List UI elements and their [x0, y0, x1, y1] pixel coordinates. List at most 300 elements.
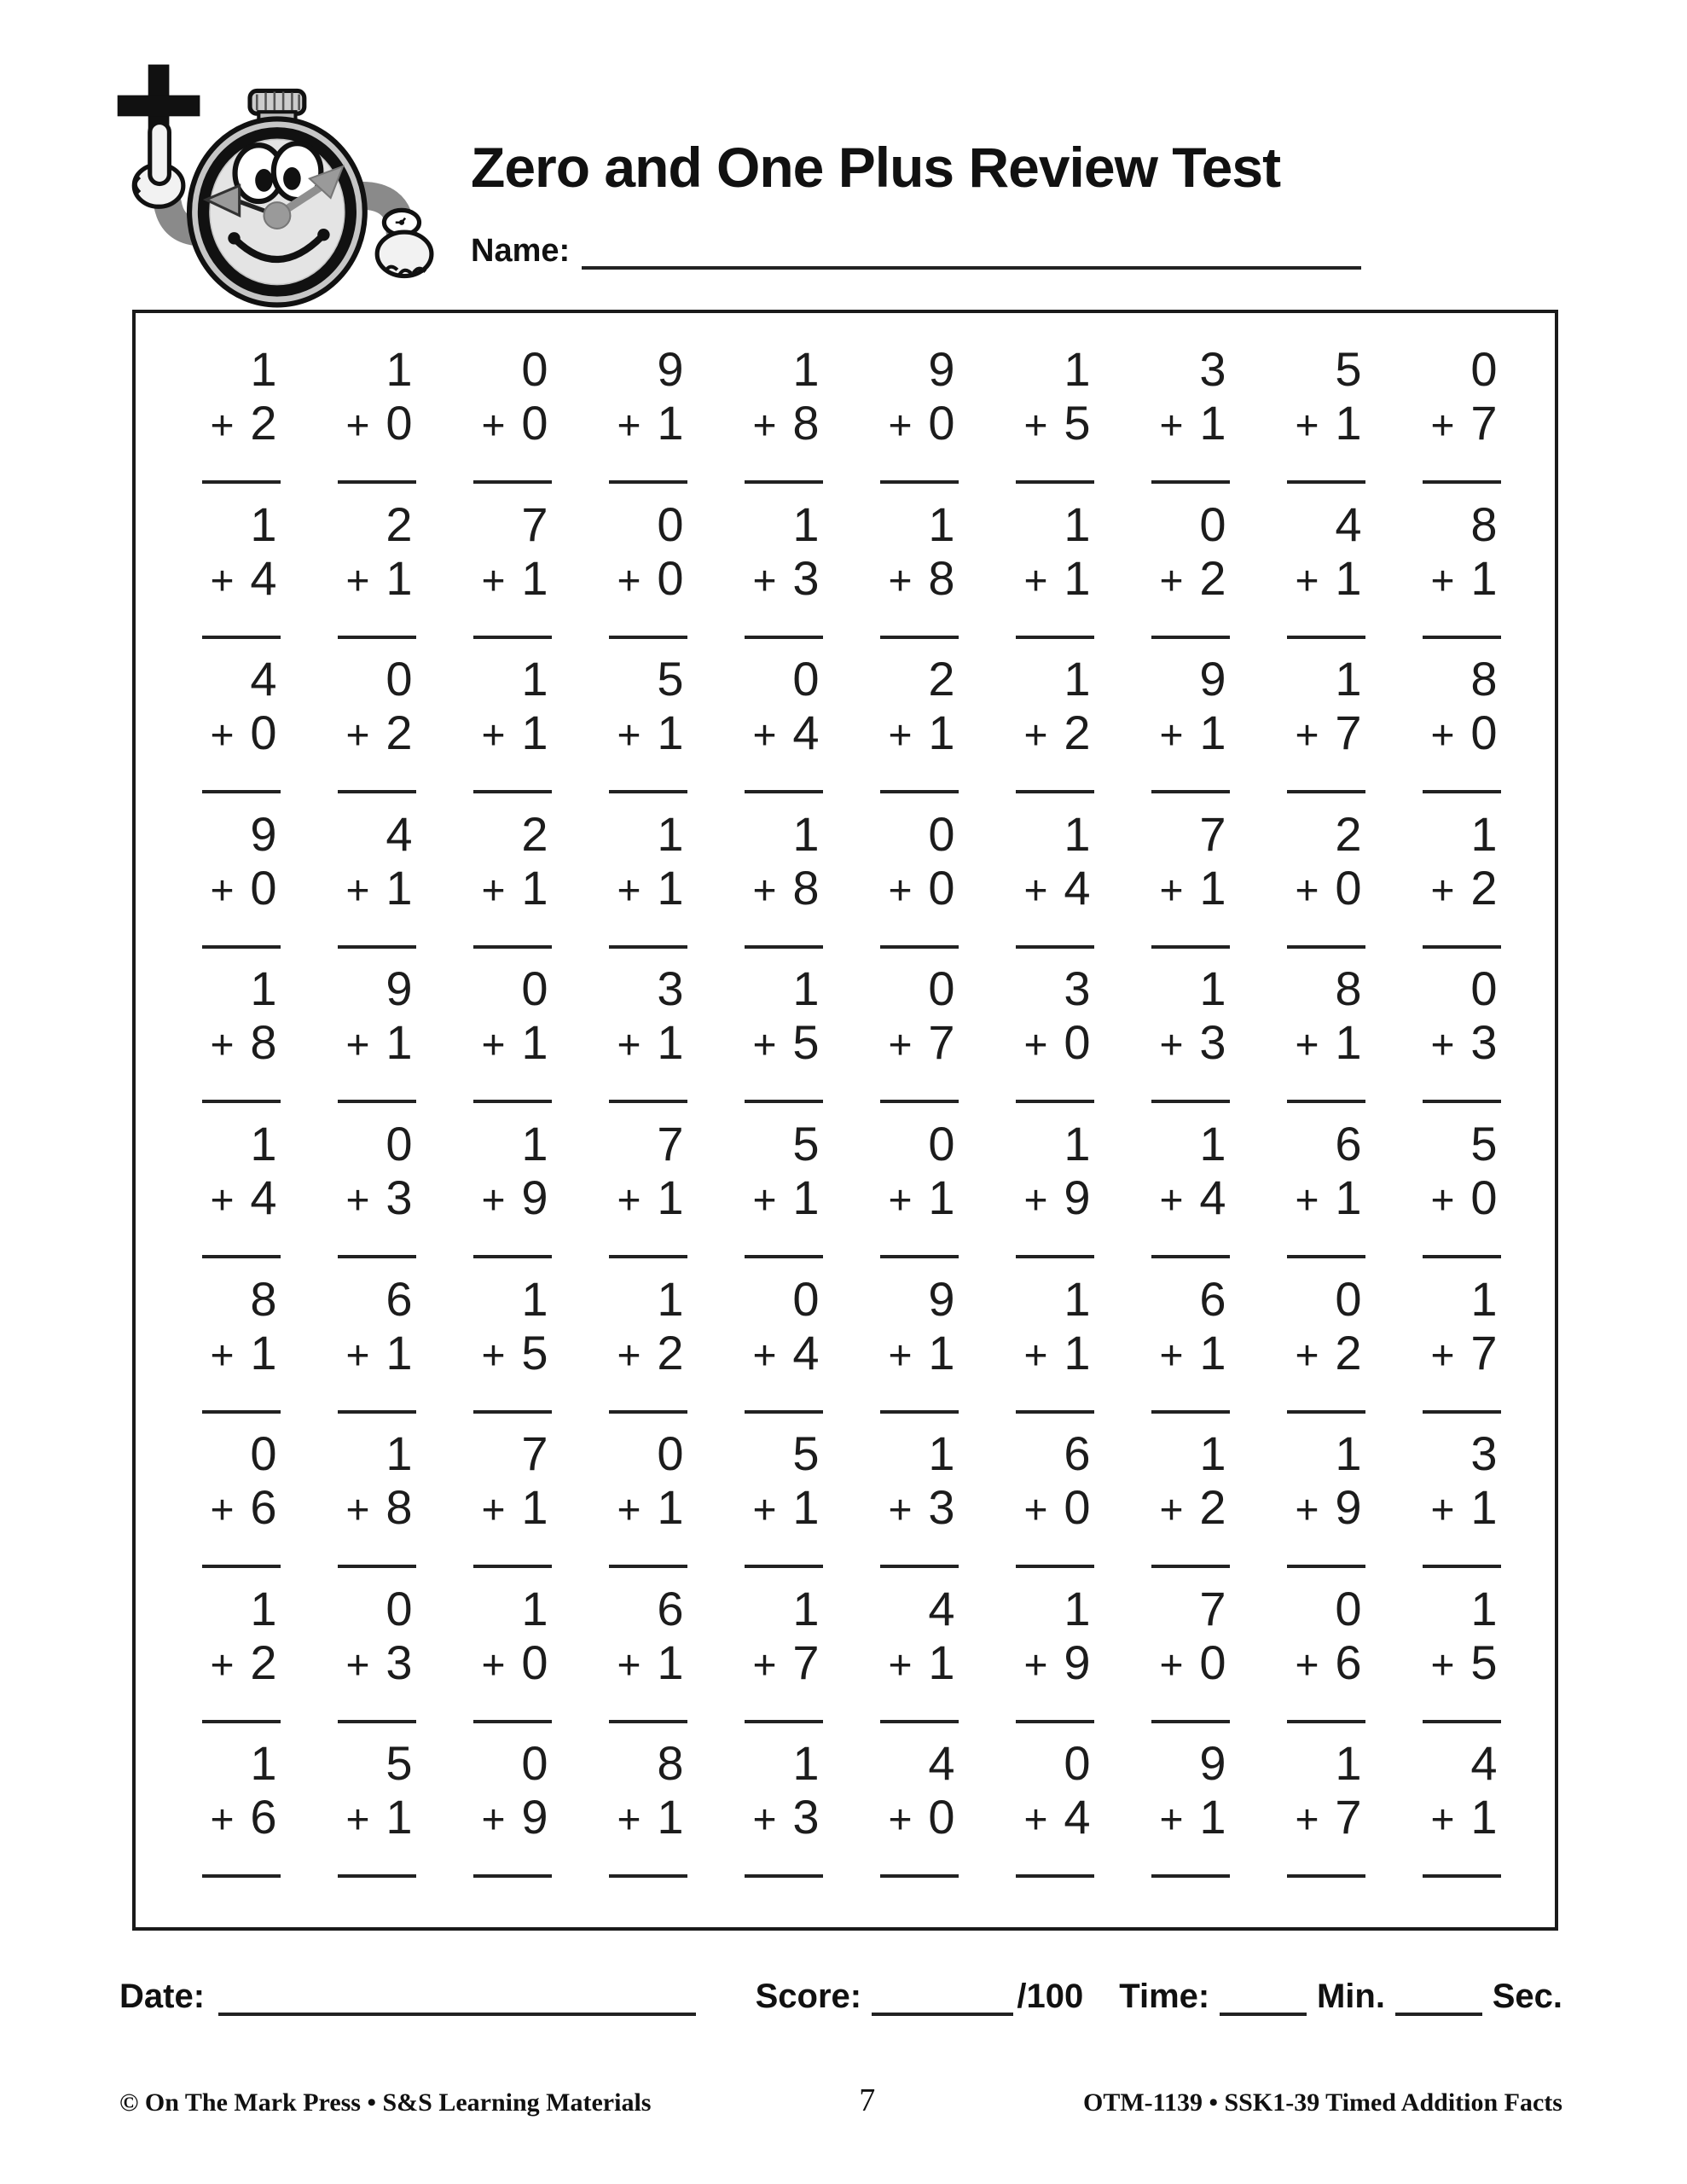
answer-blank-line[interactable]: [1287, 1255, 1365, 1258]
problem-cell: [987, 1269, 1122, 1424]
addend-bottom-row: [1431, 1327, 1501, 1383]
answer-blank-line[interactable]: [1287, 945, 1365, 949]
answer-blank-line[interactable]: [1423, 1874, 1501, 1878]
footer-fillins: [119, 1978, 1562, 2016]
answer-blank-line[interactable]: [473, 1255, 552, 1258]
addend-top: 7: [1199, 806, 1226, 861]
answer-blank-line[interactable]: [473, 1565, 552, 1568]
addend-top: 1: [250, 497, 277, 551]
addend-bottom: 9: [1335, 1480, 1362, 1535]
answer-blank-line[interactable]: [473, 790, 552, 793]
addend-bottom: 0: [1199, 1635, 1226, 1689]
plus-operator: +: [1295, 1798, 1319, 1844]
addition-problem: [1016, 1578, 1094, 1723]
answer-blank-line[interactable]: [1016, 945, 1094, 949]
addend-bottom: 1: [928, 1635, 955, 1689]
addend-bottom: 2: [250, 396, 277, 450]
addend-top: 0: [792, 1271, 820, 1326]
addend-bottom-row: [482, 1481, 552, 1537]
addition-problem: [1016, 1733, 1094, 1878]
addend-bottom: 1: [1470, 1480, 1498, 1535]
addition-problem: [609, 804, 687, 949]
addend-bottom-row: [889, 552, 959, 608]
addend-bottom: 1: [1470, 1790, 1498, 1844]
addend-bottom: 2: [1199, 550, 1226, 605]
addend-bottom-row: [889, 397, 959, 453]
answer-blank-line[interactable]: [473, 636, 552, 639]
addend-bottom: 4: [792, 1325, 820, 1380]
plus-operator: +: [752, 1333, 777, 1379]
answer-blank-line[interactable]: [1423, 1720, 1501, 1723]
answer-blank-line[interactable]: [1151, 1410, 1230, 1414]
time-label: Time:: [1119, 1978, 1210, 2015]
answer-blank-line[interactable]: [1151, 945, 1230, 949]
answer-blank-line[interactable]: [745, 1874, 823, 1878]
answer-blank-line[interactable]: [202, 945, 281, 949]
problem-cell: [444, 958, 580, 1113]
addend-bottom-row: [1296, 1327, 1365, 1383]
answer-blank-line[interactable]: [880, 1565, 959, 1568]
plus-operator: +: [752, 1798, 777, 1844]
answer-blank-line[interactable]: [609, 945, 687, 949]
answer-blank-line[interactable]: [609, 1100, 687, 1103]
answer-blank-line[interactable]: [745, 636, 823, 639]
addend-bottom: 7: [1470, 1325, 1498, 1380]
addend-bottom-row: [617, 552, 687, 608]
answer-blank-line[interactable]: [202, 1874, 281, 1878]
plus-operator: +: [1159, 1488, 1184, 1534]
answer-blank-line[interactable]: [1016, 1255, 1094, 1258]
problem-cell: [987, 1578, 1122, 1734]
addend-bottom: 7: [928, 1015, 955, 1070]
addition-problem: [609, 494, 687, 639]
addend-top: 1: [1199, 1117, 1226, 1170]
problem-cell: [444, 804, 580, 959]
addend-bottom: 0: [386, 396, 413, 450]
addend-bottom-row: [482, 552, 552, 608]
addend-bottom: 1: [928, 1325, 955, 1380]
addition-problem: [1151, 1733, 1230, 1878]
addition-problem: [1287, 1733, 1365, 1878]
answer-blank-line[interactable]: [202, 790, 281, 793]
plus-operator: +: [888, 1178, 913, 1223]
answer-blank-line[interactable]: [1016, 480, 1094, 484]
addition-problem: [1423, 339, 1501, 484]
plus-operator: +: [345, 1488, 370, 1534]
addend-bottom: 4: [250, 550, 277, 605]
answer-blank-line[interactable]: [1151, 480, 1230, 484]
plus-operator: +: [888, 1333, 913, 1379]
answer-blank-line[interactable]: [1016, 1720, 1094, 1723]
plus-operator: +: [210, 1023, 235, 1069]
addend-bottom: 2: [1470, 860, 1498, 915]
addend-bottom: 1: [1064, 1325, 1091, 1380]
addend-top: 8: [1470, 652, 1498, 706]
plus-operator: +: [1295, 1023, 1319, 1069]
problem-cell: [580, 1733, 716, 1888]
problem-cell: [851, 1113, 987, 1269]
answer-blank-line[interactable]: [338, 1255, 416, 1258]
answer-blank-line[interactable]: [609, 480, 687, 484]
addition-problem: [1287, 648, 1365, 793]
addend-top: 9: [928, 1271, 955, 1326]
answer-blank-line[interactable]: [1423, 790, 1501, 793]
plus-operator: +: [210, 713, 235, 759]
addend-bottom-row: [1431, 552, 1501, 608]
addend-bottom: 0: [1064, 1480, 1091, 1535]
problem-cell: [1122, 1578, 1258, 1734]
addend-bottom-row: [482, 1171, 552, 1228]
addend-bottom: 1: [521, 706, 548, 760]
addend-bottom-row: [753, 1636, 823, 1693]
addend-bottom: 2: [1335, 1325, 1362, 1380]
problem-cell: [987, 1423, 1122, 1578]
plus-operator: +: [617, 868, 641, 914]
addend-top: 1: [521, 1117, 548, 1170]
addend-top: 0: [521, 1736, 548, 1791]
addend-bottom-row: [1024, 1636, 1094, 1693]
answer-blank-line[interactable]: [1423, 636, 1501, 639]
answer-blank-line[interactable]: [880, 1410, 959, 1414]
addend-bottom: 2: [657, 1325, 684, 1380]
answer-blank-line[interactable]: [745, 945, 823, 949]
addend-top: 1: [928, 1426, 955, 1481]
addend-bottom: 6: [250, 1790, 277, 1844]
answer-blank-line[interactable]: [1016, 1565, 1094, 1568]
plus-operator: +: [1023, 1798, 1048, 1844]
answer-blank-line[interactable]: [1016, 1874, 1094, 1878]
addend-bottom-row: [1431, 1791, 1501, 1847]
problem-cell: [1258, 648, 1394, 804]
answer-blank-line[interactable]: [338, 1720, 416, 1723]
problem-cell: [173, 1733, 309, 1888]
addend-top: 3: [1199, 342, 1226, 396]
answer-blank-line[interactable]: [609, 790, 687, 793]
addition-problem: [880, 648, 959, 793]
addend-bottom-row: [617, 862, 687, 918]
addend-bottom-row: [753, 1171, 823, 1228]
addend-bottom-row: [346, 1481, 416, 1537]
answer-blank-line[interactable]: [202, 1100, 281, 1103]
addend-top: 8: [657, 1736, 684, 1791]
minutes-blank-line[interactable]: [1220, 1982, 1307, 2016]
addend-bottom-row: [346, 1636, 416, 1693]
addition-problem: [745, 958, 823, 1103]
answer-blank-line[interactable]: [338, 1565, 416, 1568]
addend-bottom-row: [1160, 397, 1230, 453]
answer-blank-line[interactable]: [1423, 1255, 1501, 1258]
addend-top: 8: [250, 1271, 277, 1326]
answer-blank-line[interactable]: [338, 1874, 416, 1878]
answer-blank-line[interactable]: [1287, 1565, 1365, 1568]
answer-blank-line[interactable]: [1423, 480, 1501, 484]
answer-blank-line[interactable]: [1151, 1565, 1230, 1568]
plus-operator: +: [1023, 868, 1048, 914]
problem-cell: [173, 494, 309, 649]
addition-problem: [609, 958, 687, 1103]
addition-problem: [1016, 494, 1094, 639]
answer-blank-line[interactable]: [1287, 1100, 1365, 1103]
addend-top: 1: [1335, 1426, 1362, 1481]
addend-top: 1: [250, 1581, 277, 1635]
plus-operator: +: [210, 1798, 235, 1844]
addend-bottom-row: [346, 552, 416, 608]
answer-blank-line[interactable]: [338, 1410, 416, 1414]
plus-operator: +: [1023, 1023, 1048, 1069]
addition-problem: [1016, 958, 1094, 1103]
answer-blank-line[interactable]: [880, 636, 959, 639]
answer-blank-line[interactable]: [202, 480, 281, 484]
answer-blank-line[interactable]: [1287, 1410, 1365, 1414]
problems-box: [132, 310, 1558, 1931]
addition-problem: [202, 494, 281, 639]
answer-blank-line[interactable]: [609, 1874, 687, 1878]
addend-bottom: 2: [250, 1635, 277, 1689]
addend-top: 1: [792, 1581, 820, 1635]
answer-blank-line[interactable]: [473, 1720, 552, 1723]
addition-problem: [1016, 1423, 1094, 1568]
addend-top: 4: [386, 806, 413, 861]
answer-blank-line[interactable]: [473, 945, 552, 949]
plus-operator: +: [1023, 558, 1048, 604]
addend-bottom-row: [1296, 1171, 1365, 1228]
problem-cell: [987, 339, 1122, 494]
plus-operator: +: [1159, 1178, 1184, 1223]
plus-operator: +: [617, 1798, 641, 1844]
answer-blank-line[interactable]: [880, 1100, 959, 1103]
addend-bottom-row: [482, 1327, 552, 1383]
addend-top: 0: [386, 652, 413, 706]
date-blank-line[interactable]: [218, 1982, 696, 2016]
addition-problem: [745, 1578, 823, 1723]
addition-problem: [1287, 1113, 1365, 1258]
answer-blank-line[interactable]: [1151, 1720, 1230, 1723]
addition-problem: [1287, 494, 1365, 639]
answer-blank-line[interactable]: [338, 636, 416, 639]
plus-operator: +: [210, 1333, 235, 1379]
plus-operator: +: [1295, 1642, 1319, 1688]
answer-blank-line[interactable]: [745, 1720, 823, 1723]
addend-bottom: 5: [792, 1015, 820, 1070]
answer-blank-line[interactable]: [1423, 1100, 1501, 1103]
addend-bottom: 9: [1064, 1635, 1091, 1689]
plus-operator: +: [617, 1178, 641, 1223]
answer-blank-line[interactable]: [473, 1410, 552, 1414]
answer-blank-line[interactable]: [202, 1720, 281, 1723]
addition-problem: [1151, 494, 1230, 639]
answer-blank-line[interactable]: [1016, 636, 1094, 639]
addend-bottom: 4: [1064, 860, 1091, 915]
addend-bottom-row: [753, 1791, 823, 1847]
addend-bottom-row: [1160, 862, 1230, 918]
answer-blank-line[interactable]: [202, 1255, 281, 1258]
stopwatch-mascot-icon: [96, 53, 464, 345]
problem-cell: [1122, 648, 1258, 804]
addend-bottom-row: [482, 1636, 552, 1693]
addend-top: 5: [657, 652, 684, 706]
addend-bottom-row: [1024, 1791, 1094, 1847]
addend-bottom-row: [346, 397, 416, 453]
plus-operator: +: [1159, 558, 1184, 604]
answer-blank-line[interactable]: [1287, 1720, 1365, 1723]
answer-blank-line[interactable]: [609, 1565, 687, 1568]
answer-blank-line[interactable]: [1016, 790, 1094, 793]
answer-blank-line[interactable]: [1287, 480, 1365, 484]
answer-blank-line[interactable]: [880, 480, 959, 484]
addend-bottom: 1: [1335, 396, 1362, 450]
answer-blank-line[interactable]: [745, 1565, 823, 1568]
addition-problem: [745, 804, 823, 949]
addend-top: 1: [792, 497, 820, 551]
answer-blank-line[interactable]: [880, 1255, 959, 1258]
answer-blank-line[interactable]: [745, 1255, 823, 1258]
addend-top: 1: [1064, 497, 1091, 551]
answer-blank-line[interactable]: [1423, 1565, 1501, 1568]
answer-blank-line[interactable]: [745, 1410, 823, 1414]
addition-problem: [338, 804, 416, 949]
seconds-blank-line[interactable]: [1395, 1982, 1482, 2016]
plus-operator: +: [1295, 404, 1319, 449]
answer-blank-line[interactable]: [1287, 1874, 1365, 1878]
answer-blank-line[interactable]: [1016, 1100, 1094, 1103]
answer-blank-line[interactable]: [1287, 790, 1365, 793]
answer-blank-line[interactable]: [1151, 1100, 1230, 1103]
addend-top: 1: [792, 961, 820, 1016]
answer-blank-line[interactable]: [473, 1874, 552, 1878]
answer-blank-line[interactable]: [609, 1720, 687, 1723]
addition-problem: [609, 1269, 687, 1414]
addend-bottom-row: [1431, 1636, 1501, 1693]
answer-blank-line[interactable]: [609, 636, 687, 639]
answer-blank-line[interactable]: [880, 945, 959, 949]
addition-problem: [473, 648, 552, 793]
addition-problem: [338, 1578, 416, 1723]
problem-cell: [851, 339, 987, 494]
addend-bottom: 1: [792, 1480, 820, 1535]
addend-bottom-row: [1160, 1481, 1230, 1537]
addition-problem: [202, 1113, 281, 1258]
addend-bottom-row: [617, 1791, 687, 1847]
answer-blank-line[interactable]: [745, 480, 823, 484]
answer-blank-line[interactable]: [745, 1100, 823, 1103]
answer-blank-line[interactable]: [473, 1100, 552, 1103]
answer-blank-line[interactable]: [880, 1720, 959, 1723]
addition-problem: [338, 1423, 416, 1568]
addend-top: 1: [1199, 961, 1226, 1016]
addend-bottom-row: [1024, 862, 1094, 918]
answer-blank-line[interactable]: [1151, 1255, 1230, 1258]
plus-operator: +: [617, 1642, 641, 1688]
addend-top: 1: [1064, 1271, 1091, 1326]
addend-top: 1: [1064, 342, 1091, 396]
answer-blank-line[interactable]: [609, 1410, 687, 1414]
answer-blank-line[interactable]: [1151, 1874, 1230, 1878]
addend-top: 2: [386, 497, 413, 551]
score-blank-line[interactable]: [872, 1982, 1013, 2016]
name-label: Name:: [471, 233, 571, 269]
answer-blank-line[interactable]: [338, 790, 416, 793]
addend-bottom-row: [211, 1791, 281, 1847]
answer-blank-line[interactable]: [880, 790, 959, 793]
answer-blank-line[interactable]: [473, 480, 552, 484]
problem-cell: [173, 958, 309, 1113]
problem-cell: [716, 1423, 851, 1578]
addend-top: 7: [1199, 1581, 1226, 1635]
plus-operator: +: [752, 1023, 777, 1069]
answer-blank-line[interactable]: [1287, 636, 1365, 639]
name-blank-line[interactable]: [582, 232, 1361, 270]
addend-top: 1: [250, 342, 277, 396]
addition-problem: [1151, 648, 1230, 793]
answer-blank-line[interactable]: [338, 945, 416, 949]
problem-cell: [173, 804, 309, 959]
addend-top: 1: [657, 1271, 684, 1326]
problem-cell: [1394, 804, 1529, 959]
plus-operator: +: [1159, 1333, 1184, 1379]
addend-top: 7: [521, 1426, 548, 1481]
addend-bottom: 4: [792, 706, 820, 760]
plus-operator: +: [1430, 1333, 1455, 1379]
addend-bottom-row: [1431, 1481, 1501, 1537]
plus-operator: +: [888, 868, 913, 914]
problem-cell: [309, 1269, 444, 1424]
addition-problem: [202, 958, 281, 1103]
plus-operator: +: [617, 1023, 641, 1069]
addend-bottom-row: [211, 1016, 281, 1072]
plus-operator: +: [888, 558, 913, 604]
answer-blank-line[interactable]: [202, 1565, 281, 1568]
problem-cell: [444, 648, 580, 804]
answer-blank-line[interactable]: [609, 1255, 687, 1258]
answer-blank-line[interactable]: [745, 790, 823, 793]
addition-problem: [1151, 1578, 1230, 1723]
plus-operator: +: [481, 713, 506, 759]
addend-top: 1: [521, 1581, 548, 1635]
answer-blank-line[interactable]: [202, 636, 281, 639]
plus-operator: +: [1430, 1178, 1455, 1223]
answer-blank-line[interactable]: [880, 1874, 959, 1878]
addend-bottom: 5: [1470, 1635, 1498, 1689]
addend-bottom: 8: [792, 396, 820, 450]
answer-blank-line[interactable]: [1016, 1410, 1094, 1414]
answer-blank-line[interactable]: [338, 1100, 416, 1103]
addend-bottom: 7: [792, 1635, 820, 1689]
addend-bottom: 6: [250, 1480, 277, 1535]
problem-cell: [716, 339, 851, 494]
answer-blank-line[interactable]: [1423, 945, 1501, 949]
addend-bottom: 1: [1199, 706, 1226, 760]
problem-cell: [987, 958, 1122, 1113]
answer-blank-line[interactable]: [202, 1410, 281, 1414]
addend-bottom-row: [617, 1327, 687, 1383]
problem-cell: [1394, 339, 1529, 494]
answer-blank-line[interactable]: [1423, 1410, 1501, 1414]
answer-blank-line[interactable]: [1151, 790, 1230, 793]
addend-bottom-row: [889, 1636, 959, 1693]
answer-blank-line[interactable]: [338, 480, 416, 484]
problem-cell: [1122, 1423, 1258, 1578]
plus-operator: +: [481, 1488, 506, 1534]
answer-blank-line[interactable]: [1151, 636, 1230, 639]
addend-top: 6: [386, 1271, 413, 1326]
addend-top: 4: [928, 1581, 955, 1635]
addend-bottom-row: [617, 1481, 687, 1537]
addend-top: 7: [521, 497, 548, 551]
addend-bottom-row: [753, 1481, 823, 1537]
addition-problem: [745, 339, 823, 484]
addend-bottom: 0: [1470, 1170, 1498, 1224]
plus-operator: +: [345, 713, 370, 759]
